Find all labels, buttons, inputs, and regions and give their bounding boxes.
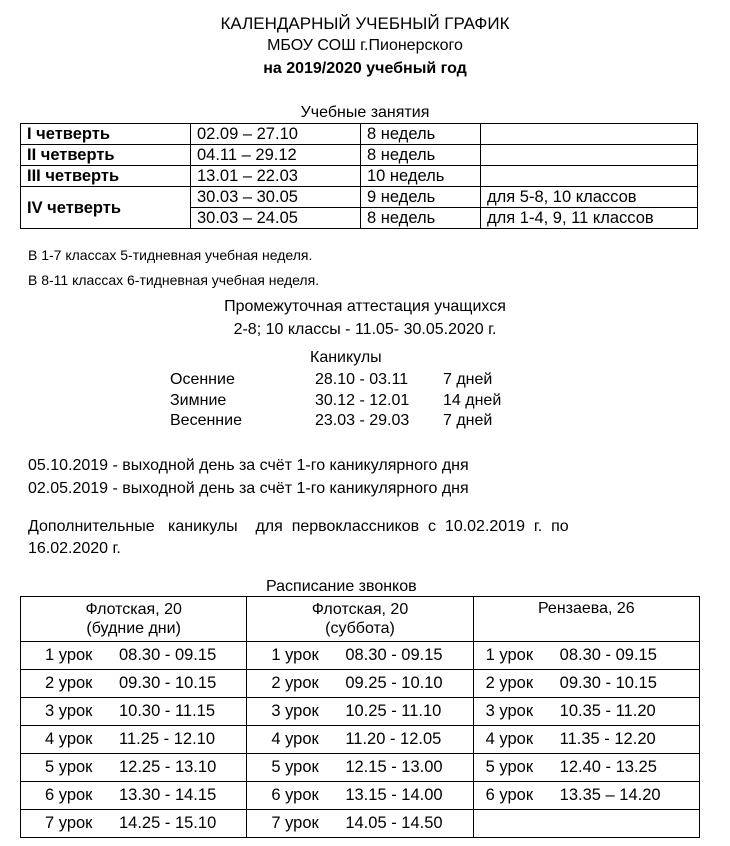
quarter-name: II четверть <box>21 145 191 166</box>
table-row <box>21 642 700 670</box>
quarter-note <box>481 145 698 166</box>
bells-heading: Расписание звонков <box>266 578 417 595</box>
lesson-time: 12.25 - 13.10 <box>119 758 217 776</box>
lesson-number: 5 урок <box>45 758 93 776</box>
lesson-time: 08.30 - 09.15 <box>345 646 443 664</box>
attestation-text: 2-8; 10 классы - 11.05- 30.05.2020 г. <box>233 321 497 338</box>
studies-heading: Учебные занятия <box>300 104 430 121</box>
table-row <box>21 670 700 698</box>
quarter-dates: 30.03 – 24.05 <box>191 208 361 229</box>
lesson-time: 10.25 - 11.10 <box>345 702 442 720</box>
lesson-time: 11.25 - 12.10 <box>119 730 216 748</box>
lesson-number: 4 урок <box>485 730 534 748</box>
quarter-weeks: 8 недель <box>361 145 481 166</box>
lesson-number: 6 урок <box>485 786 534 804</box>
lesson-number: 7 урок <box>271 814 319 832</box>
day-off-2: 02.05.2019 - выходной день за счёт 1-го каникулярного дня <box>28 480 469 497</box>
lesson-number: 2 урок <box>485 674 534 692</box>
quarter-dates: 30.03 – 30.05 <box>191 187 361 208</box>
extra-vacation-line-2: 16.02.2020 г. <box>28 540 121 557</box>
lesson-time: 09.30 - 10.15 <box>119 674 217 692</box>
quarter-note: для 5-8, 10 классов <box>481 187 698 208</box>
table-header-row <box>21 597 700 642</box>
table-row <box>21 782 700 810</box>
column-header-line: Флотская, 20 <box>85 601 182 618</box>
lesson-number: 3 урок <box>45 702 93 720</box>
quarters-table <box>20 123 698 229</box>
vacation-name: Зимние <box>170 392 227 409</box>
lesson-number: 2 урок <box>271 674 319 692</box>
day-off-1: 05.10.2019 - выходной день за счёт 1-го каникулярного дня <box>28 457 469 474</box>
lesson-number: 1 урок <box>271 646 319 664</box>
academic-year: на 2019/2020 учебный год <box>263 60 467 77</box>
lesson-time: 13.15 - 14.00 <box>345 786 443 804</box>
vacation-name: Весенние <box>170 412 242 429</box>
column-header <box>247 597 473 642</box>
table-row <box>21 124 698 145</box>
quarter-weeks: 9 недель <box>361 187 481 208</box>
lesson-time: 13.35 – 14.20 <box>559 786 661 804</box>
vacation-days: 7 дней <box>443 412 493 429</box>
bell-schedule-table <box>20 596 700 838</box>
vacation-days: 7 дней <box>443 371 493 388</box>
quarter-dates: 04.11 – 29.12 <box>191 145 361 166</box>
vacation-dates: 28.10 - 03.11 <box>315 371 409 388</box>
lesson-time: 14.25 - 15.10 <box>119 814 217 832</box>
quarter-weeks: 8 недель <box>361 208 481 229</box>
lesson-number: 3 урок <box>271 702 319 720</box>
week-note-2: В 8-11 классах 6-тидневная учебная неделя. <box>28 272 320 288</box>
quarter-weeks: 8 недель <box>361 124 481 145</box>
lesson-number: 6 урок <box>45 786 93 804</box>
quarter-note <box>481 124 698 145</box>
quarter-dates: 02.09 – 27.10 <box>191 124 361 145</box>
vacation-name: Осенние <box>170 371 235 388</box>
quarter-name: I четверть <box>21 124 191 145</box>
lesson-number: 4 урок <box>271 730 319 748</box>
quarter-weeks: 10 недель <box>361 166 481 187</box>
quarter-name: IV четверть <box>21 187 191 229</box>
lesson-number: 6 урок <box>271 786 319 804</box>
attestation-heading: Промежуточная аттестация учащихся <box>224 298 506 315</box>
lesson-time: 10.35 - 11.20 <box>559 702 656 720</box>
column-header-line: Рензаева, 26 <box>537 600 635 617</box>
lesson-time: 12.15 - 13.00 <box>345 758 443 776</box>
lesson-time: 14.05 - 14.50 <box>345 814 443 832</box>
lesson-number: 5 урок <box>271 758 319 776</box>
lesson-time: 12.40 - 13.25 <box>559 758 657 776</box>
quarter-dates: 13.01 – 22.03 <box>191 166 361 187</box>
table-row <box>21 166 698 187</box>
lesson-number: 1 урок <box>485 646 534 664</box>
vacations-heading: Каникулы <box>310 349 382 366</box>
lesson-time: 09.25 - 10.10 <box>345 674 443 692</box>
lesson-number: 2 урок <box>45 674 93 692</box>
document-title: КАЛЕНДАРНЫЙ УЧЕБНЫЙ ГРАФИК <box>220 14 510 33</box>
column-header-line: (суббота) <box>325 620 395 637</box>
vacation-days: 14 дней <box>443 392 502 409</box>
quarter-note <box>481 166 698 187</box>
quarter-note: для 1-4, 9, 11 классов <box>481 208 698 229</box>
table-row <box>21 187 698 208</box>
column-header-line: Флотская, 20 <box>311 601 409 618</box>
lesson-time: 13.30 - 14.15 <box>119 786 217 804</box>
table-row <box>21 726 700 754</box>
lesson-number: 4 урок <box>45 730 93 748</box>
table-row <box>21 810 700 838</box>
extra-vacation-line-1: Дополнительные каникулы для первоклассников с 10.02.2019 г. по <box>28 518 569 535</box>
lesson-time: 10.30 - 11.15 <box>119 702 216 720</box>
column-header-line: (будние дни) <box>86 620 181 637</box>
lesson-number: 1 урок <box>45 646 93 664</box>
lesson-time: 08.30 - 09.15 <box>119 646 217 664</box>
lesson-number: 7 урок <box>45 814 93 832</box>
column-header <box>21 597 247 642</box>
vacation-dates: 23.03 - 29.03 <box>315 412 410 429</box>
table-row <box>21 145 698 166</box>
lesson-time: 11.20 - 12.05 <box>345 730 442 748</box>
table-row <box>21 754 700 782</box>
vacation-dates: 30.12 - 12.01 <box>315 392 410 409</box>
lesson-time: 08.30 - 09.15 <box>559 646 657 664</box>
quarter-name: III четверть <box>21 166 191 187</box>
school-name: МБОУ СОШ г.Пионерского <box>267 37 463 54</box>
lesson-number: 5 урок <box>485 758 534 776</box>
lesson-number: 3 урок <box>485 702 534 720</box>
lesson-time: 09.30 - 10.15 <box>559 674 657 692</box>
column-header <box>473 597 699 642</box>
week-note-1: В 1-7 классах 5-тидневная учебная неделя. <box>28 247 313 263</box>
lesson-time: 11.35 - 12.20 <box>559 730 656 748</box>
table-row <box>21 698 700 726</box>
